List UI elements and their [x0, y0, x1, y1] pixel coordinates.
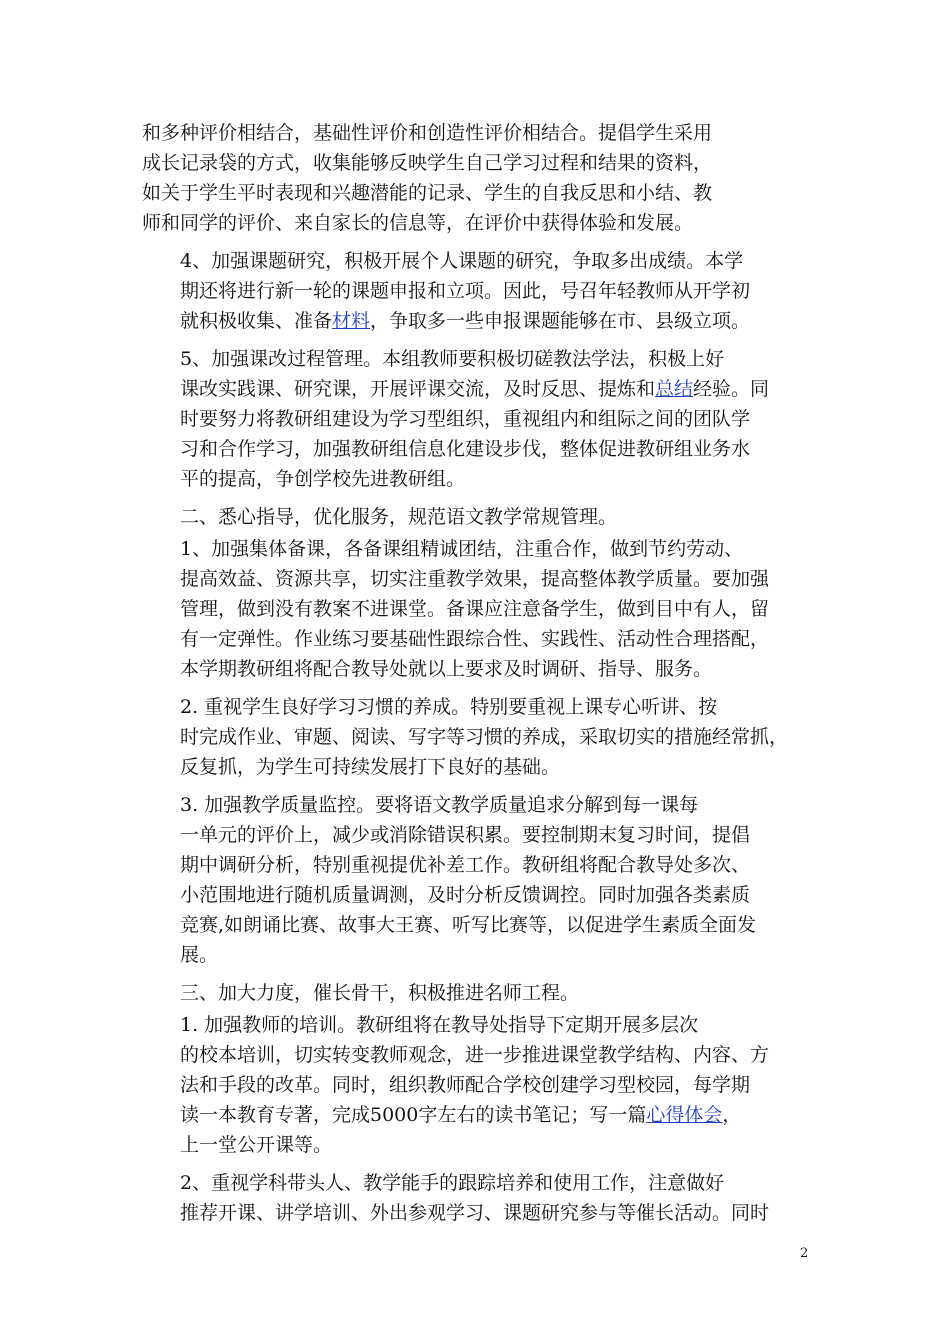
- text-segment: 2. 重视学生良好学习习惯的养成。特别要重视上课专心听讲、按: [180, 696, 718, 718]
- document-body: [142, 118, 818, 1236]
- paragraph: [142, 344, 818, 494]
- text-line: [142, 1168, 818, 1198]
- text-line: [142, 534, 818, 564]
- text-line: [142, 178, 818, 208]
- text-segment: ，争取多一些申报课题能够在市、县级立项。: [370, 310, 751, 332]
- text-segment: 和多种评价相结合，基础性评价和创造性评价相结合。提倡学生采用: [142, 122, 713, 144]
- text-segment: 习和合作学习，加强教研组信息化建设步伐，整体促进教研组业务水: [180, 438, 751, 460]
- text-line: [142, 1100, 818, 1130]
- text-segment: 师和同学的评价、来自家长的信息等，在评价中获得体验和发展。: [142, 212, 694, 234]
- text-segment: 4、加强课题研究，积极开展个人课题的研究，争取多出成绩。本学: [180, 250, 744, 272]
- text-segment: 反复抓，为学生可持续发展打下良好的基础。: [180, 756, 561, 778]
- paragraph: [142, 246, 818, 336]
- text-line: [142, 880, 818, 910]
- text-segment: 经验。同: [693, 378, 770, 400]
- text-segment: 课改实践课、研究课，开展评课交流，及时反思、提炼和: [180, 378, 656, 400]
- text-segment: ，: [722, 1104, 742, 1126]
- text-line: [142, 654, 818, 684]
- text-line: [142, 1198, 818, 1228]
- text-line: [142, 374, 818, 404]
- text-line: [142, 722, 818, 752]
- text-line: [142, 752, 818, 782]
- text-line: [142, 344, 818, 374]
- text-line: [142, 1070, 818, 1100]
- text-line: [142, 1010, 818, 1040]
- text-segment: 一单元的评价上，减少或消除错误积累。要控制期末复习时间，提倡: [180, 824, 751, 846]
- text-line: [142, 148, 818, 178]
- paragraph: [142, 790, 818, 970]
- text-line: [142, 1040, 818, 1070]
- text-line: [142, 208, 818, 238]
- text-line: [142, 564, 818, 594]
- text-segment: 有一定弹性。作业练习要基础性跟综合性、实践性、活动性合理搭配，: [180, 628, 770, 650]
- text-line: [142, 940, 818, 970]
- inline-link[interactable]: 心得体会: [646, 1104, 723, 1126]
- paragraph: [142, 502, 818, 532]
- inline-link[interactable]: 材料: [332, 310, 371, 332]
- text-line: [142, 306, 818, 336]
- text-line: [142, 692, 818, 722]
- text-line: [142, 978, 818, 1008]
- text-line: [142, 276, 818, 306]
- text-line: [142, 464, 818, 494]
- text-line: [142, 1130, 818, 1160]
- text-segment: 读一本教育专著，完成5000字左右的读书笔记；写一篇: [180, 1104, 647, 1126]
- text-segment: 成长记录袋的方式，收集能够反映学生自己学习过程和结果的资料，: [142, 152, 713, 174]
- text-line: [142, 820, 818, 850]
- text-segment: 1. 加强教师的培训。教研组将在教导处指导下定期开展多层次: [180, 1014, 699, 1036]
- text-segment: 三、加大力度，催长骨干，积极推进名师工程。: [180, 982, 580, 1004]
- paragraph: [142, 1168, 818, 1228]
- paragraph: [142, 692, 818, 782]
- text-segment: 竞赛,如朗诵比赛、故事大王赛、听写比赛等，以促进学生素质全面发: [180, 914, 757, 936]
- inline-link[interactable]: 总结: [655, 378, 694, 400]
- text-segment: 就积极收集、准备: [180, 310, 333, 332]
- text-line: [142, 850, 818, 880]
- text-segment: 法和手段的改革。同时，组织教师配合学校创建学习型校园，每学期: [180, 1074, 751, 1096]
- text-segment: 期中调研分析，特别重视提优补差工作。教研组将配合教导处多次、: [180, 854, 751, 876]
- paragraph: [142, 978, 818, 1008]
- text-line: [142, 594, 818, 624]
- text-line: [142, 502, 818, 532]
- text-line: [142, 246, 818, 276]
- text-segment: 3. 加强教学质量监控。要将语文教学质量追求分解到每一课每: [180, 794, 699, 816]
- text-segment: 期还将进行新一轮的课题申报和立项。因此，号召年轻教师从开学初: [180, 280, 751, 302]
- text-line: [142, 910, 818, 940]
- text-segment: 二、悉心指导，优化服务，规范语文教学常规管理。: [180, 506, 618, 528]
- page-number: 2: [800, 1246, 809, 1261]
- paragraph: [142, 1010, 818, 1160]
- text-line: [142, 118, 818, 148]
- text-line: [142, 434, 818, 464]
- text-line: [142, 790, 818, 820]
- text-segment: 时完成作业、审题、阅读、写字等习惯的养成，采取切实的措施经常抓，: [180, 726, 789, 748]
- text-segment: 提高效益、资源共享，切实注重教学效果，提高整体教学质量。要加强: [180, 568, 770, 590]
- text-segment: 管理，做到没有教案不进课堂。备课应注意备学生，做到目中有人，留: [180, 598, 770, 620]
- text-segment: 2、重视学科带头人、教学能手的跟踪培养和使用工作，注意做好: [180, 1172, 725, 1194]
- text-segment: 展。: [180, 944, 219, 966]
- text-segment: 本学期教研组将配合教导处就以上要求及时调研、指导、服务。: [180, 658, 713, 680]
- text-segment: 上一堂公开课等。: [180, 1134, 333, 1156]
- text-segment: 小范围地进行随机质量调测，及时分析反馈调控。同时加强各类素质: [180, 884, 751, 906]
- text-segment: 如关于学生平时表现和兴趣潜能的记录、学生的自我反思和小结、教: [142, 182, 713, 204]
- text-segment: 1、加强集体备课，各备课组精诚团结，注重合作，做到节约劳动、: [180, 538, 744, 560]
- text-segment: 时要努力将教研组建设为学习型组织，重视组内和组际之间的团队学: [180, 408, 751, 430]
- text-segment: 的校本培训，切实转变教师观念，进一步推进课堂教学结构、内容、方: [180, 1044, 770, 1066]
- text-line: [142, 404, 818, 434]
- text-segment: 5、加强课改过程管理。本组教师要积极切磋教法学法，积极上好: [180, 348, 725, 370]
- text-segment: 平的提高，争创学校先进教研组。: [180, 468, 466, 490]
- paragraph: [142, 118, 818, 238]
- text-segment: 推荐开课、讲学培训、外出参观学习、课题研究参与等催长活动。同时: [180, 1202, 770, 1224]
- paragraph: [142, 534, 818, 684]
- text-line: [142, 624, 818, 654]
